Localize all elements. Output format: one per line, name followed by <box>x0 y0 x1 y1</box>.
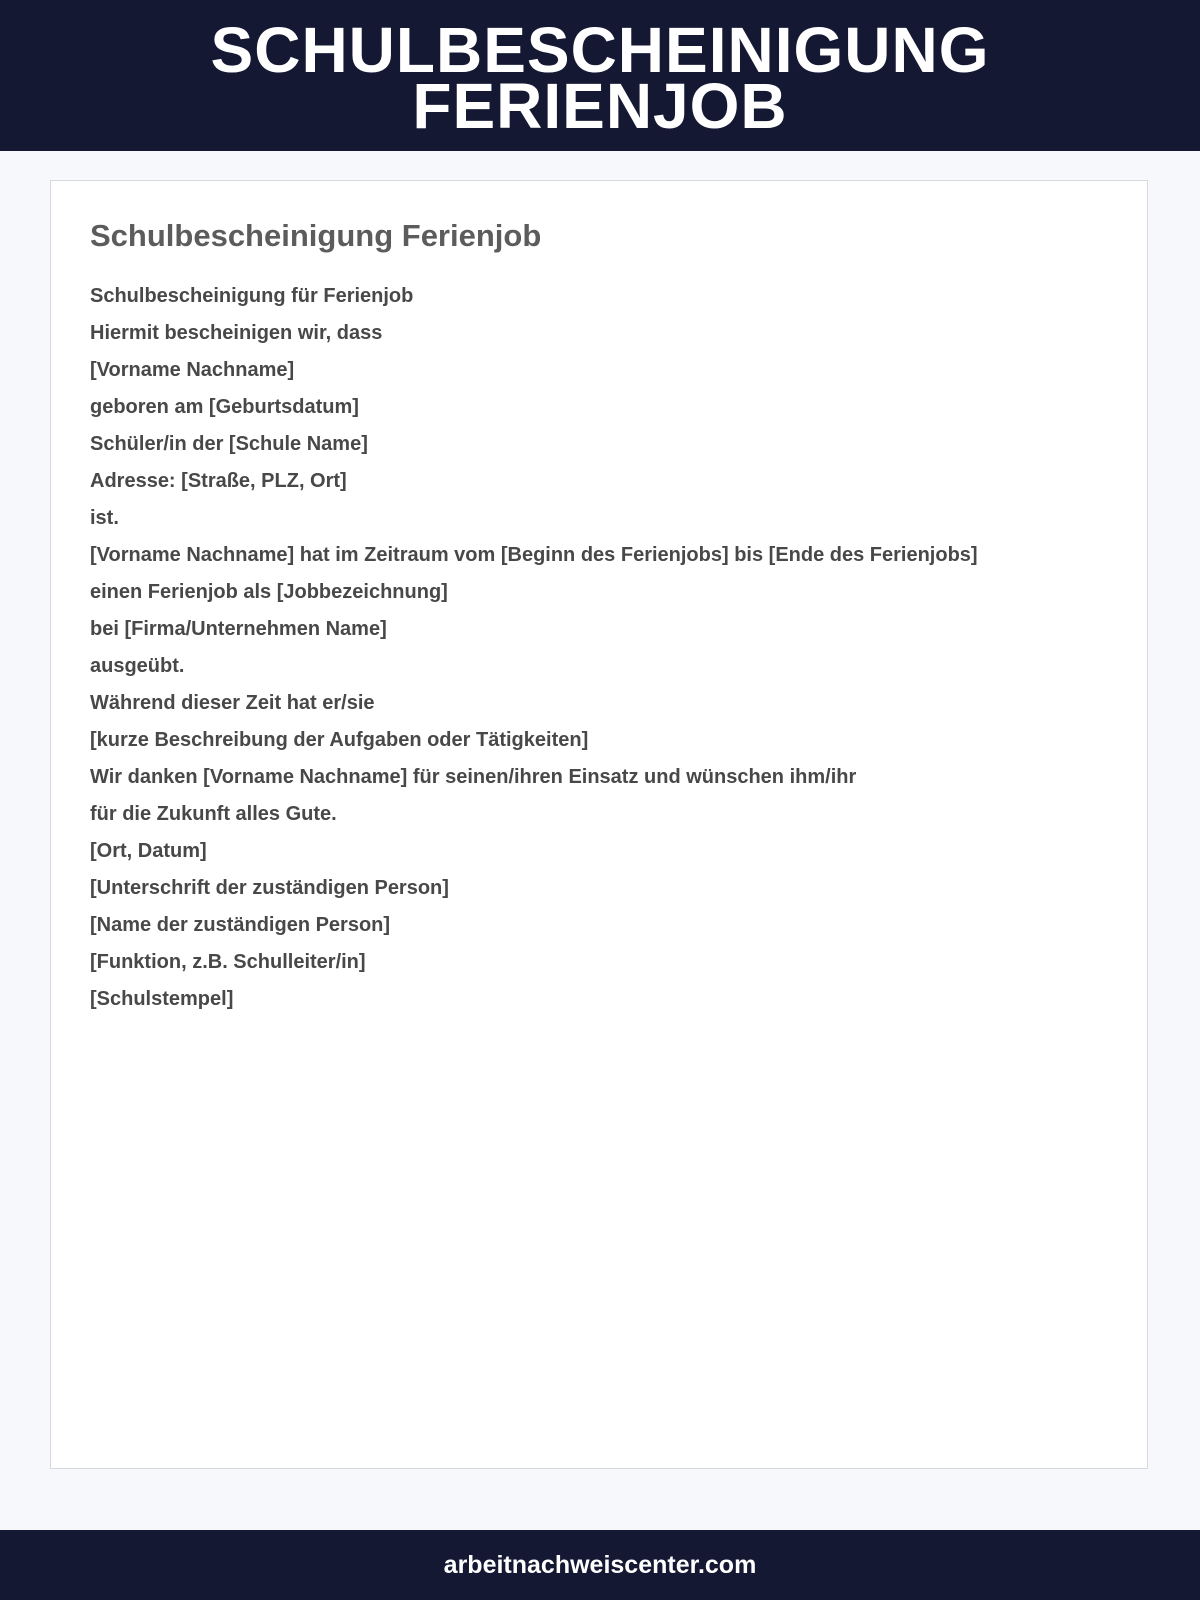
banner-title <box>210 13 990 142</box>
document-line: geboren am [Geburtsdatum] <box>90 396 359 418</box>
document-line: [Schulstempel] <box>90 988 234 1010</box>
document-line: Schüler/in der [Schule Name] <box>90 433 368 455</box>
document-line: [Vorname Nachname] hat im Zeitraum vom [Beginn des Ferienjobs] bis [Ende des Ferienjobs] <box>90 544 978 566</box>
document-line: bei [Firma/Unternehmen Name] <box>90 618 387 640</box>
document-line: [Name der zuständigen Person] <box>90 914 391 936</box>
document-line: ausgeübt. <box>90 655 185 677</box>
document-line: Adresse: [Straße, PLZ, Ort] <box>90 470 347 492</box>
banner-title-line-1: SCHULBESCHEINIGUNG <box>210 13 990 86</box>
document-line: Hiermit bescheinigen wir, dass <box>90 322 383 344</box>
document-line: für die Zukunft alles Gute. <box>90 803 337 825</box>
document-line: [Vorname Nachname] <box>90 359 295 381</box>
document-line: Während dieser Zeit hat er/sie <box>90 692 375 714</box>
document-line: Schulbescheinigung für Ferienjob <box>90 285 414 307</box>
document-line: [Unterschrift der zuständigen Person] <box>90 877 449 899</box>
footer-bar <box>0 1530 1200 1600</box>
document-line: [kurze Beschreibung der Aufgaben oder Tätigkeiten] <box>90 729 589 751</box>
top-banner <box>0 0 1200 151</box>
document-line: Wir danken [Vorname Nachname] für seinen/ihren Einsatz und wünschen ihm/ihr <box>90 766 857 788</box>
document-line: einen Ferienjob als [Jobbezeichnung] <box>90 581 448 603</box>
document-card <box>50 180 1148 1469</box>
document-heading: Schulbescheinigung Ferienjob <box>90 218 542 253</box>
banner-title-line-2: FERIENJOB <box>412 69 788 142</box>
document-line: [Funktion, z.B. Schulleiter/in] <box>90 951 366 973</box>
footer-site-link[interactable]: arbeitnachweiscenter.com <box>443 1550 757 1579</box>
document-line: ist. <box>90 507 119 529</box>
document-line: [Ort, Datum] <box>90 840 207 862</box>
document-body <box>90 278 978 1018</box>
